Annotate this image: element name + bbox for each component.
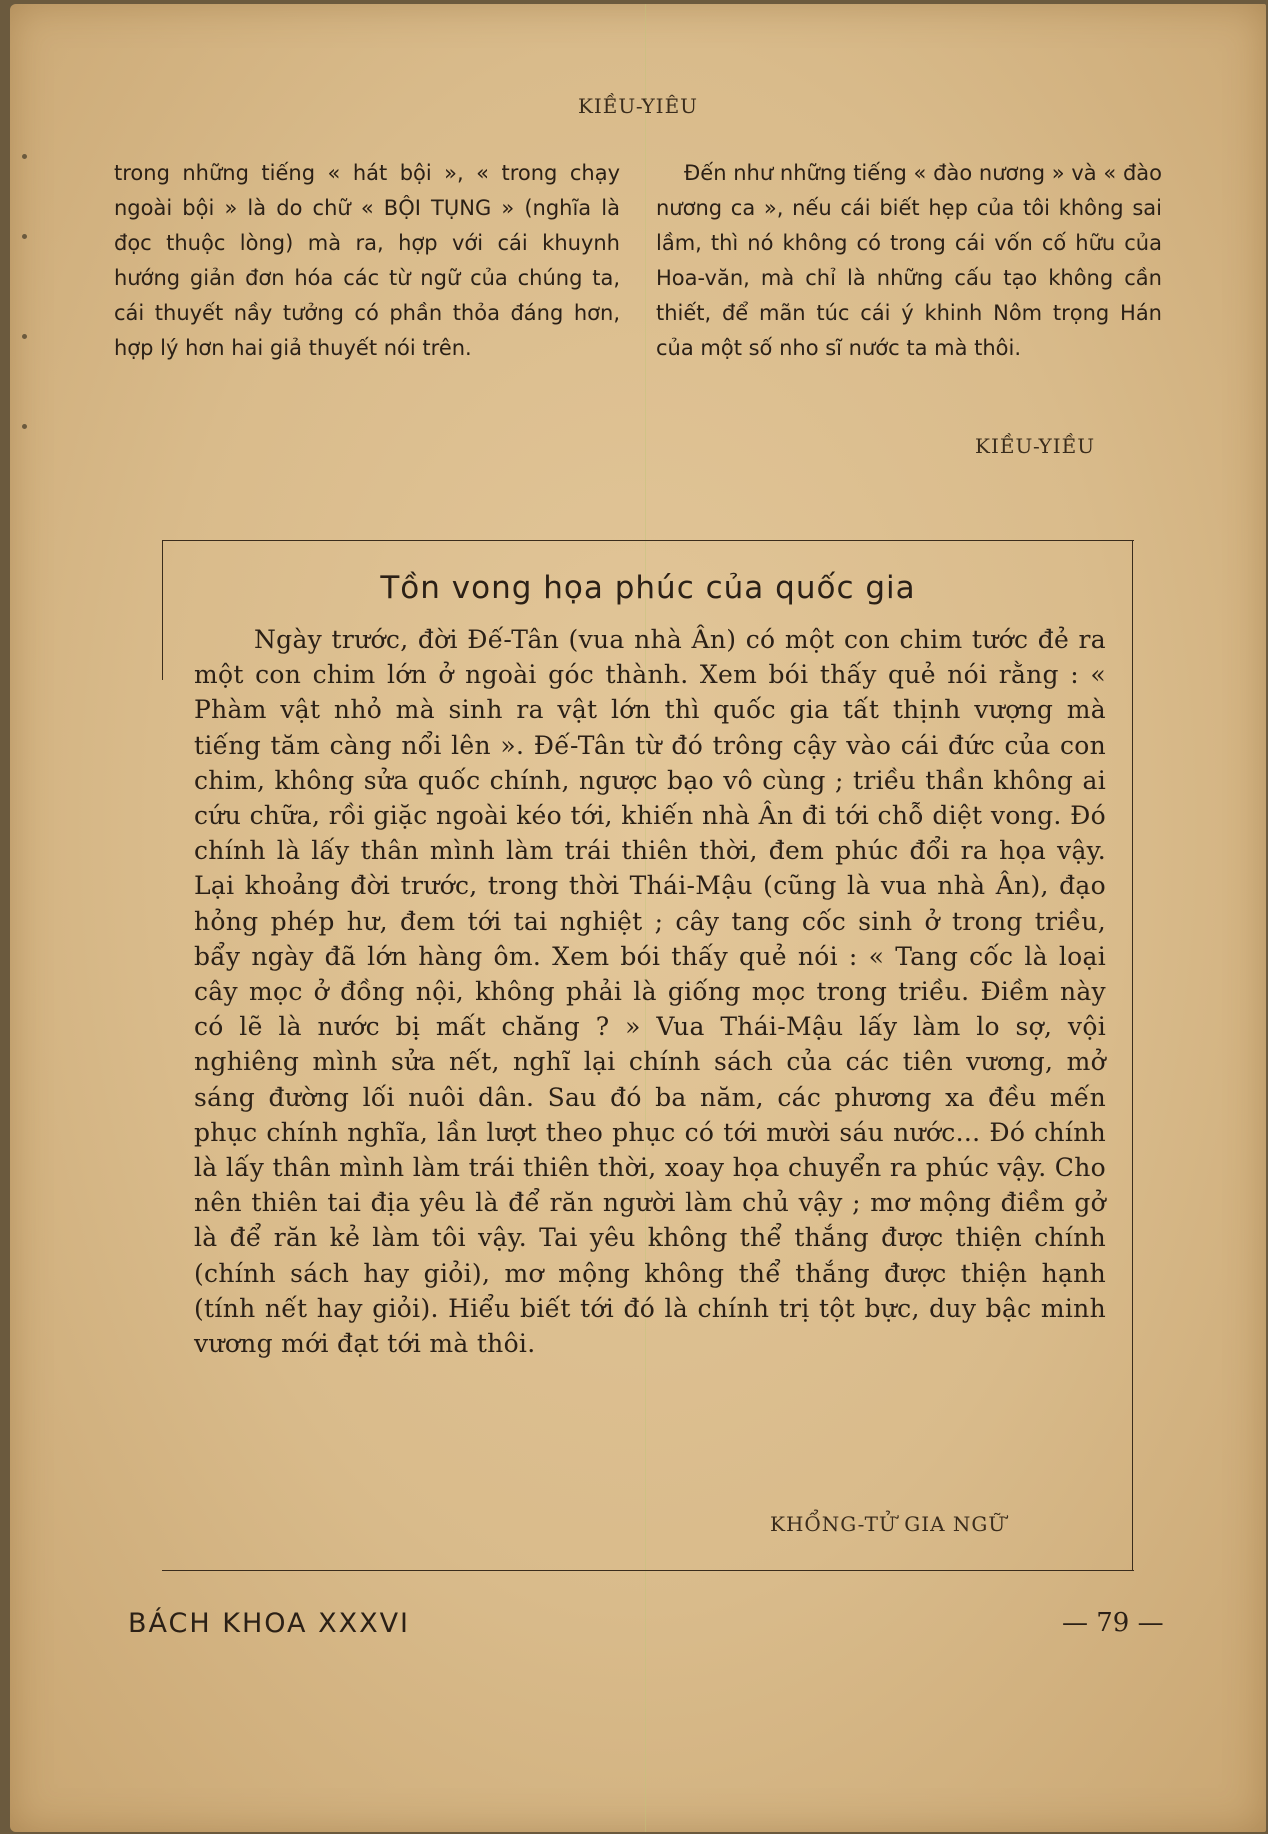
footer-page-number: — 79 — — [1062, 1608, 1164, 1638]
box-border-right — [1132, 540, 1133, 1570]
box-title: Tồn vong họa phúc của quốc gia — [380, 570, 916, 606]
binding-hole — [22, 334, 27, 339]
box-border-top — [162, 540, 1134, 541]
left-column — [114, 156, 620, 366]
binding-hole — [22, 154, 27, 159]
left-column-text: trong những tiếng « hát bội », « trong chạy ngoài bội » là do chữ « BỘI TỤNG » (nghĩa là đọc thuộc lòng) mà ra, hợp với cái khuynh hướng giản đơn hóa các từ ngữ của chúng ta, cái thuyết nầy tưởng có phần thỏa đáng hơn, hợp lý hơn hai giả thuyết nói trên. — [114, 161, 620, 360]
footer-magazine-title: BÁCH KHOA XXXVI — [128, 1608, 411, 1639]
box-body — [194, 622, 1106, 1361]
right-column-signature: KIỀU-YIỀU — [975, 434, 1096, 458]
box-signature: KHỔNG-TỬ GIA NGỮ — [770, 1512, 1007, 1536]
right-column-text: Đến như những tiếng « đào nương » và « đào nương ca », nếu cái biết hẹp của tôi không sai lầm, thì nó không có trong cái vốn cố hữu của Hoa-văn, mà chỉ là những cấu tạo không cần thiết, để mãn túc cái ý khinh Nôm trọng Hán của một số nho sĩ nước ta mà thôi. — [656, 161, 1162, 360]
binding-hole — [22, 234, 27, 239]
magazine-page — [10, 4, 1266, 1832]
box-body-text: Ngày trước, đời Đế-Tân (vua nhà Ân) có một con chim tước đẻ ra một con chim lớn ở ngoài góc thành. Xem bói thấy quẻ nói rằng : « Phàm vật nhỏ mà sinh ra vật lớn thì quốc gia tất thịnh vượng mà tiếng tăm càng nổi lên ». Đế-Tân từ đó trông cậy vào cái đức của con chim, không sửa quốc chính, ngược bạo vô cùng ; triều thần không ai cứu chữa, rồi giặc ngoài kéo tới, khiến nhà Ân đi tới chỗ diệt vong. Đó chính là lấy thân mình làm trái thiên thời, đem phúc đổi ra họa vậy. Lại khoảng đời trước, trong thời Thái-Mậu (cũng là vua nhà Ân), đạo hỏng phép hư, đem tới tai nghiệt ; cây tang cốc sinh ở trong triều, bẩy ngày đã lớn hàng ôm. Xem bói thấy quẻ nói : « Tang cốc là loại cây mọc ở đồng nội, không phải là giống mọc trong triều. Điềm này có lẽ là nước bị mất chăng ? » Vua Thái-Mậu lấy làm lo sợ, vội nghiêng mình sửa nết, nghĩ lại chính sách của các tiên vương, mở sáng đường lối nuôi dân. Sau đó ba năm, các phương xa đều mến phục chính nghĩa, lần lượt theo phục có tới mười sáu nước... Đó chính là lấy thân mình làm trái thiên thời, xoay họa chuyển ra phúc vậy. Cho nên thiên tai địa yêu là để răn người làm chủ vậy ; mơ mộng điềm gở là để răn kẻ làm tôi vậy. Tai yêu không thể thắng được thiện chính (chính sách hay giỏi), mơ mộng không thể thắng được thiện hạnh (tính nết hay giỏi). Hiểu biết tới đó là chính trị tột bực, duy bậc minh vương mới đạt tới mà thôi. — [194, 625, 1106, 1359]
running-head: KIỀU-YIÊU — [577, 94, 699, 118]
box-border-left — [162, 540, 163, 680]
box-border-bottom — [162, 1570, 1134, 1571]
binding-hole — [22, 424, 27, 429]
right-column — [656, 156, 1162, 366]
